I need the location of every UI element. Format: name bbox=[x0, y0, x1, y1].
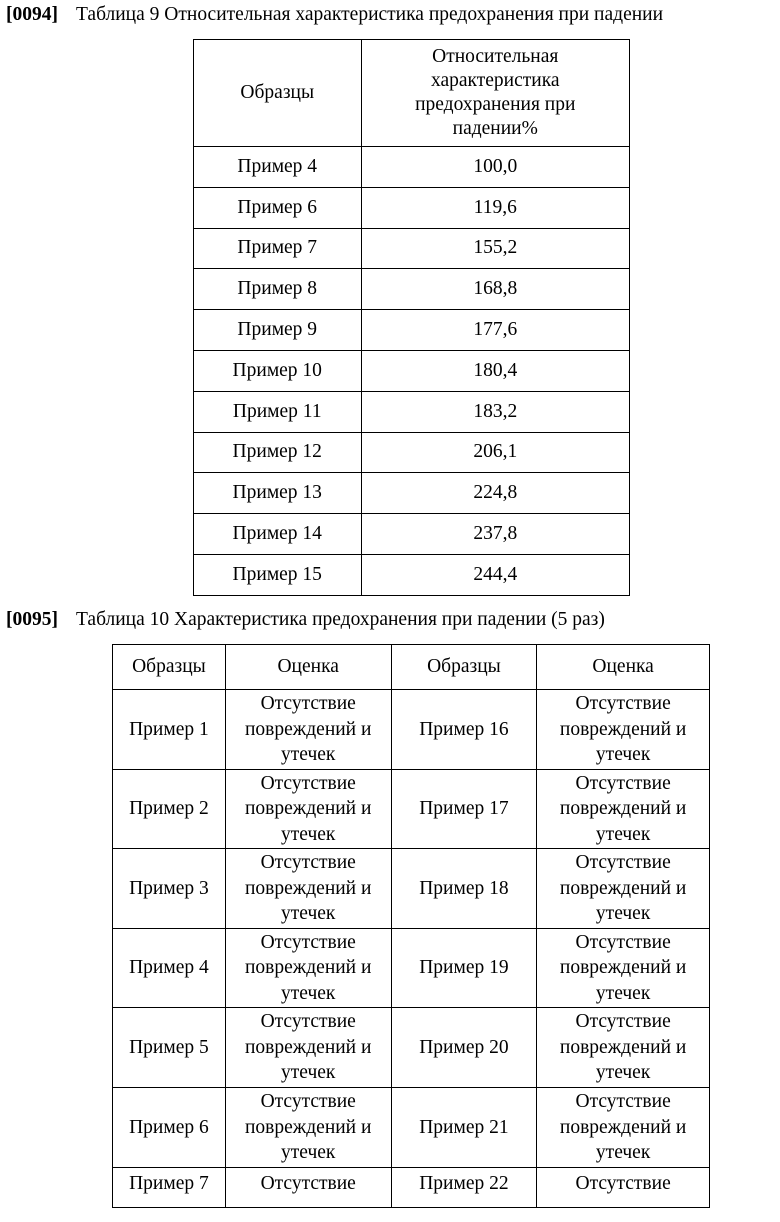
table10-cell-rating-left: Отсутствие повреждений и утечек bbox=[225, 769, 391, 849]
table9-heading bbox=[6, 3, 663, 27]
table9-cell-sample: Пример 4 bbox=[194, 147, 362, 188]
table10-cell-rating-left: Отсутствие повреждений и утечек bbox=[225, 928, 391, 1008]
table10-header-rating-right: Оценка bbox=[537, 645, 710, 690]
table10-cell-sample-right: Пример 18 bbox=[391, 849, 537, 929]
table-row bbox=[113, 1167, 710, 1207]
table-row bbox=[113, 1087, 710, 1167]
table9-cell-sample: Пример 11 bbox=[194, 391, 362, 432]
table9-header-row bbox=[194, 40, 630, 147]
table9-cell-sample: Пример 14 bbox=[194, 514, 362, 555]
table10-cell-sample-left: Пример 7 bbox=[113, 1167, 226, 1207]
table9 bbox=[193, 39, 630, 596]
table10-cell-sample-left: Пример 5 bbox=[113, 1008, 226, 1088]
paragraph-number: [0094] bbox=[6, 4, 58, 25]
table9-cell-value: 237,8 bbox=[361, 514, 630, 555]
table9-cell-value: 183,2 bbox=[361, 391, 630, 432]
table10-cell-rating-left: Отсутствие повреждений и утечек bbox=[225, 690, 391, 770]
table9-cell-value: 180,4 bbox=[361, 350, 630, 391]
table10-caption: Таблица 10 Характеристика предохранения при падении (5 раз) bbox=[76, 609, 605, 630]
table-row bbox=[113, 690, 710, 770]
table9-cell-value: 206,1 bbox=[361, 432, 630, 473]
table10-cell-sample-left: Пример 4 bbox=[113, 928, 226, 1008]
table10-cell-rating-right: Отсутствие повреждений и утечек bbox=[537, 690, 710, 770]
table10-cell-rating-right: Отсутствие повреждений и утечек bbox=[537, 849, 710, 929]
table10-cell-rating-right: Отсутствие повреждений и утечек bbox=[537, 769, 710, 849]
table10-header-samples-right: Образцы bbox=[391, 645, 537, 690]
table10-cell-sample-right: Пример 20 bbox=[391, 1008, 537, 1088]
table-row bbox=[113, 769, 710, 849]
table10-cell-sample-left: Пример 3 bbox=[113, 849, 226, 929]
table10-cell-rating-left: Отсутствие повреждений и утечек bbox=[225, 1008, 391, 1088]
table10-cell-rating-right: Отсутствие повреждений и утечек bbox=[537, 1087, 710, 1167]
table10-cell-rating-left: Отсутствие повреждений и утечек bbox=[225, 1087, 391, 1167]
table10-cell-rating-left: Отсутствие повреждений и утечек bbox=[225, 849, 391, 929]
table9-cell-sample: Пример 15 bbox=[194, 554, 362, 595]
table9-cell-sample: Пример 9 bbox=[194, 310, 362, 351]
table9-cell-value: 119,6 bbox=[361, 187, 630, 228]
table9-cell-sample: Пример 8 bbox=[194, 269, 362, 310]
table-row bbox=[113, 928, 710, 1008]
table9-cell-sample: Пример 10 bbox=[194, 350, 362, 391]
table-row bbox=[194, 514, 630, 555]
table10-cell-rating-left: Отсутствие bbox=[225, 1167, 391, 1207]
table9-cell-value: 244,4 bbox=[361, 554, 630, 595]
table9-caption: Таблица 9 Относительная характеристика предохранения при падении bbox=[76, 4, 663, 25]
table-row bbox=[194, 147, 630, 188]
table10-cell-sample-left: Пример 2 bbox=[113, 769, 226, 849]
table-row bbox=[194, 187, 630, 228]
table9-cell-value: 177,6 bbox=[361, 310, 630, 351]
table10-cell-sample-right: Пример 17 bbox=[391, 769, 537, 849]
table10-cell-rating-right: Отсутствие повреждений и утечек bbox=[537, 1008, 710, 1088]
table9-cell-sample: Пример 12 bbox=[194, 432, 362, 473]
table-row bbox=[194, 310, 630, 351]
table9-cell-value: 224,8 bbox=[361, 473, 630, 514]
table-row bbox=[194, 432, 630, 473]
table9-cell-value: 168,8 bbox=[361, 269, 630, 310]
paragraph-number: [0095] bbox=[6, 609, 58, 630]
table9-header-samples: Образцы bbox=[194, 40, 362, 147]
table10-cell-sample-left: Пример 6 bbox=[113, 1087, 226, 1167]
table-row bbox=[194, 350, 630, 391]
table10 bbox=[112, 644, 710, 1208]
table-row bbox=[194, 473, 630, 514]
table9-cell-sample: Пример 6 bbox=[194, 187, 362, 228]
table10-cell-rating-right: Отсутствие bbox=[537, 1167, 710, 1207]
table9-cell-sample: Пример 7 bbox=[194, 228, 362, 269]
table-row bbox=[194, 554, 630, 595]
table9-cell-value: 155,2 bbox=[361, 228, 630, 269]
table10-header-rating-left: Оценка bbox=[225, 645, 391, 690]
table10-cell-sample-left: Пример 1 bbox=[113, 690, 226, 770]
table10-cell-sample-right: Пример 21 bbox=[391, 1087, 537, 1167]
table10-header-samples-left: Образцы bbox=[113, 645, 226, 690]
table-row bbox=[194, 228, 630, 269]
table-row bbox=[194, 391, 630, 432]
table10-cell-sample-right: Пример 16 bbox=[391, 690, 537, 770]
table10-heading bbox=[6, 608, 605, 632]
table10-header-row bbox=[113, 645, 710, 690]
table10-cell-rating-right: Отсутствие повреждений и утечек bbox=[537, 928, 710, 1008]
table10-cell-sample-right: Пример 22 bbox=[391, 1167, 537, 1207]
table-row bbox=[113, 1008, 710, 1088]
table10-cell-sample-right: Пример 19 bbox=[391, 928, 537, 1008]
table9-cell-sample: Пример 13 bbox=[194, 473, 362, 514]
table-row bbox=[113, 849, 710, 929]
table-row bbox=[194, 269, 630, 310]
table9-cell-value: 100,0 bbox=[361, 147, 630, 188]
table9-header-relative: Относительная характеристика предохранения при падении% bbox=[361, 40, 630, 147]
